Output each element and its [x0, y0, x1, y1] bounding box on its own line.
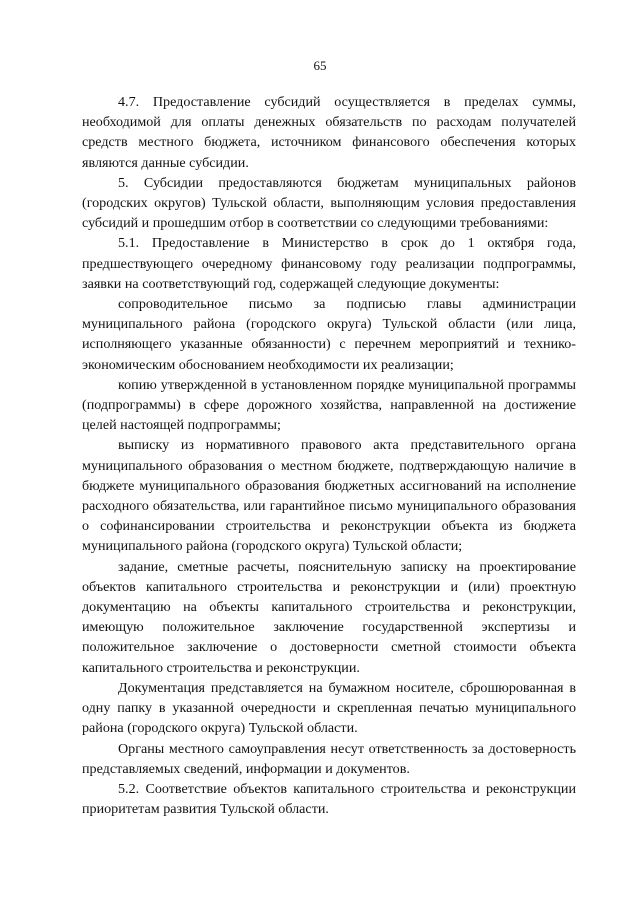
paragraph-program-copy: копию утвержденной в установленном порядке муниципальной программы (подпрограммы) в сфере дорожного хозяйства, направленной на достижение целей настоящей подпрограммы; — [82, 376, 576, 434]
paragraph-paper-submission: Документация представляется на бумажном носителе, сброшюрованная в одну папку в указанной очередности и скрепленная печатью муниципального района (городского округа) Тульской области. — [82, 679, 576, 737]
paragraph-4-7: 4.7. Предоставление субсидий осуществляется в пределах суммы, необходимой для оплаты денежных обязательств по расходам получателей средств местного бюджета, источником финансового обеспечения которых являются данные субсидии. — [82, 94, 576, 171]
document-body — [82, 92, 576, 819]
paragraph-5: 5. Субсидии предоставляются бюджетам муниципальных районов (городских округов) Тульской области, выполняющим условия предоставления субсидий и прошедшим отбор в соответствии со следующими требованиями: — [82, 174, 576, 232]
paragraph-responsibility: Органы местного самоуправления несут ответственность за достоверность представляемых сведений, информации и документов. — [82, 740, 576, 777]
paragraph-design-documents: задание, сметные расчеты, пояснительную записку на проектирование объектов капитального строительства и реконструкции и (или) проектную документацию на объекты капитального строительства и реконструкции, имеющую положительное заключение государственной экспертизы и положительное заключение о достоверности сметной стоимости объекта капитального строительства и реконструкции. — [82, 558, 576, 676]
paragraph-budget-extract: выписку из нормативного правового акта представительного органа муниципального образования о местном бюджете, подтверждающую наличие в бюджете муниципального образования бюджетных ассигнований на исполнение расходного обязательства, или гарантийное письмо муниципального образования о софинансировании строительства и реконструкции объекта из бюджета муниципального района (городского округа) Тульской области; — [82, 437, 576, 555]
page-number: 65 — [313, 58, 327, 73]
paragraph-cover-letter: сопроводительное письмо за подписью главы администрации муниципального района (городского округа) Тульской области (или лица, исполняющего указанные обязанности) с перечнем мероприятий и технико-экономическим обоснованием необходимости их реализации; — [82, 296, 576, 373]
paragraph-5-2: 5.2. Соответствие объектов капитального строительства и реконструкции приоритетам развития Тульской области. — [82, 780, 576, 818]
paragraph-5-1: 5.1. Предоставление в Министерство в срок до 1 октября года, предшествующего очередному финансовому году реализации подпрограммы, заявки на соответствующий год, содержащей следующие документы: — [82, 235, 576, 292]
